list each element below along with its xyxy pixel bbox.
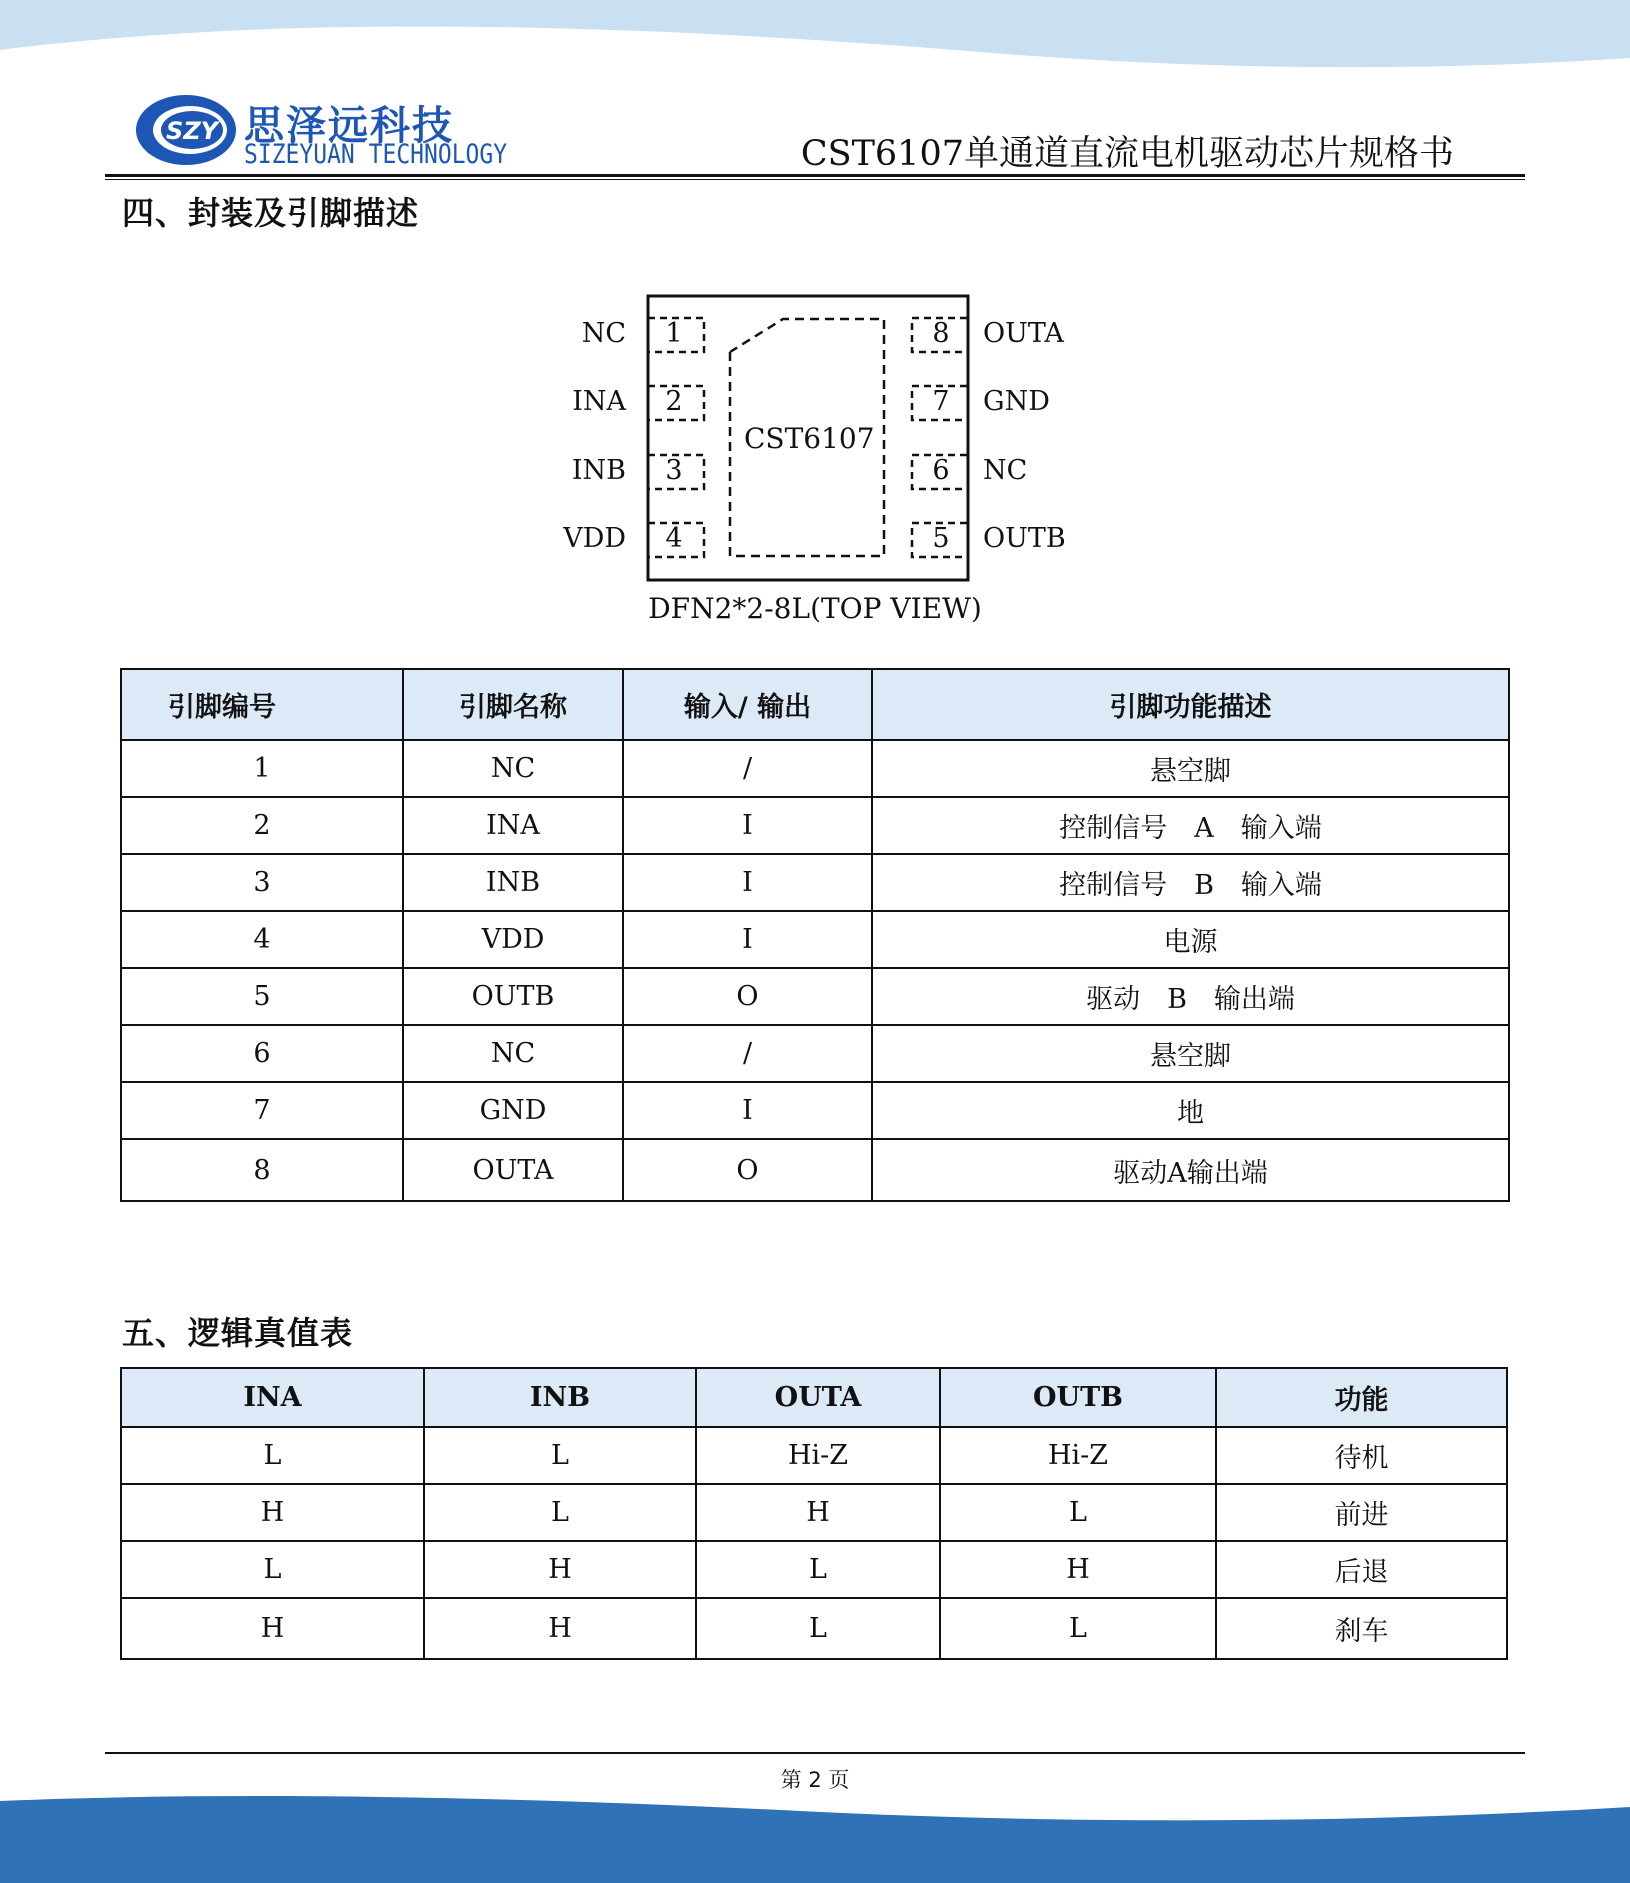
header-pin-name: 引脚名称 bbox=[403, 669, 623, 740]
table-cell: H bbox=[424, 1598, 696, 1659]
pin-label-8: OUTA bbox=[983, 318, 1064, 349]
header-outb: OUTB bbox=[940, 1368, 1216, 1427]
table-cell: L bbox=[696, 1541, 940, 1598]
table-cell: I bbox=[623, 797, 872, 854]
table-cell: 3 bbox=[121, 854, 403, 911]
pad-number-8: 8 bbox=[932, 318, 950, 349]
table-cell: 后退 bbox=[1216, 1541, 1507, 1598]
header-ina: INA bbox=[121, 1368, 424, 1427]
table-cell: 悬空脚 bbox=[872, 740, 1509, 797]
pad-number-1: 1 bbox=[665, 318, 683, 349]
header-pin-number: 引脚编号 bbox=[121, 669, 403, 740]
table-cell: L bbox=[424, 1484, 696, 1541]
section-title-package: 四、封装及引脚描述 bbox=[122, 194, 420, 232]
logo-english-name: SIZEYUAN TECHNOLOGY bbox=[244, 140, 508, 170]
table-cell: NC bbox=[403, 740, 623, 797]
table-cell: 悬空脚 bbox=[872, 1025, 1509, 1082]
table-cell: 7 bbox=[121, 1082, 403, 1139]
table-row bbox=[121, 1598, 1507, 1659]
table-row bbox=[121, 1082, 1509, 1139]
table-cell: 8 bbox=[121, 1139, 403, 1201]
table-cell: 前进 bbox=[1216, 1484, 1507, 1541]
table-row bbox=[121, 797, 1509, 854]
table-cell: O bbox=[623, 968, 872, 1025]
table-cell: 电源 bbox=[872, 911, 1509, 968]
pin-description-table bbox=[120, 668, 1510, 1202]
pad-number-5: 5 bbox=[932, 523, 950, 554]
table-cell: H bbox=[696, 1484, 940, 1541]
table-cell: I bbox=[623, 854, 872, 911]
table-cell: H bbox=[121, 1598, 424, 1659]
table-cell: H bbox=[424, 1541, 696, 1598]
table-header-row bbox=[121, 669, 1509, 740]
table-cell: L bbox=[424, 1427, 696, 1484]
table-cell: L bbox=[696, 1598, 940, 1659]
table-cell: Hi-Z bbox=[696, 1427, 940, 1484]
table-cell: 待机 bbox=[1216, 1427, 1507, 1484]
table-header-row bbox=[121, 1368, 1507, 1427]
table-cell: 2 bbox=[121, 797, 403, 854]
pad-number-6: 6 bbox=[932, 455, 950, 486]
table-cell: 5 bbox=[121, 968, 403, 1025]
header-function: 功能 bbox=[1216, 1368, 1507, 1427]
table-row bbox=[121, 1139, 1509, 1201]
pin-label-5: OUTB bbox=[983, 523, 1066, 554]
table-cell: 6 bbox=[121, 1025, 403, 1082]
table-cell: OUTB bbox=[403, 968, 623, 1025]
table-row bbox=[121, 740, 1509, 797]
table-cell: 1 bbox=[121, 740, 403, 797]
table-cell: I bbox=[623, 911, 872, 968]
pin-label-2: INA bbox=[572, 386, 626, 417]
table-cell: GND bbox=[403, 1082, 623, 1139]
pad-number-2: 2 bbox=[665, 386, 683, 417]
logo-chinese-name: 思泽远科技 bbox=[244, 103, 454, 149]
pad-number-4: 4 bbox=[665, 523, 683, 554]
pin-label-7: GND bbox=[983, 386, 1050, 417]
section-title-truth-table: 五、逻辑真值表 bbox=[122, 1314, 354, 1352]
table-row bbox=[121, 854, 1509, 911]
table-cell: / bbox=[623, 1025, 872, 1082]
table-cell: O bbox=[623, 1139, 872, 1201]
table-row bbox=[121, 911, 1509, 968]
table-cell: Hi-Z bbox=[940, 1427, 1216, 1484]
table-row bbox=[121, 1025, 1509, 1082]
chip-name: CST6107 bbox=[744, 422, 875, 455]
table-row bbox=[121, 1427, 1507, 1484]
package-outline bbox=[0, 0, 1630, 640]
header-inb: INB bbox=[424, 1368, 696, 1427]
table-cell: L bbox=[121, 1541, 424, 1598]
page-number: 第 2 页 bbox=[780, 1768, 850, 1792]
table-cell: 刹车 bbox=[1216, 1598, 1507, 1659]
table-cell: / bbox=[623, 740, 872, 797]
table-cell: INB bbox=[403, 854, 623, 911]
header-pin-function: 引脚功能描述 bbox=[872, 669, 1509, 740]
table-row bbox=[121, 1484, 1507, 1541]
table-cell: I bbox=[623, 1082, 872, 1139]
pad-number-3: 3 bbox=[665, 455, 683, 486]
pin-label-6: NC bbox=[983, 455, 1028, 486]
pin-label-3: INB bbox=[571, 455, 626, 486]
header-io: 输入/ 输出 bbox=[623, 669, 872, 740]
table-cell: OUTA bbox=[403, 1139, 623, 1201]
table-cell: VDD bbox=[403, 911, 623, 968]
table-row bbox=[121, 968, 1509, 1025]
header-outa: OUTA bbox=[696, 1368, 940, 1427]
table-cell: H bbox=[940, 1541, 1216, 1598]
pin-label-4: VDD bbox=[563, 523, 626, 554]
package-caption: DFN2*2-8L(TOP VIEW) bbox=[648, 592, 982, 625]
table-cell: 驱动 B 输出端 bbox=[872, 968, 1509, 1025]
pad-number-7: 7 bbox=[932, 386, 950, 417]
table-cell: H bbox=[121, 1484, 424, 1541]
table-row bbox=[121, 1541, 1507, 1598]
table-cell: 控制信号 B 输入端 bbox=[872, 854, 1509, 911]
table-cell: L bbox=[940, 1598, 1216, 1659]
document-title: CST6107单通道直流电机驱动芯片规格书 bbox=[800, 134, 1454, 174]
footer-rule bbox=[105, 1752, 1525, 1754]
table-cell: NC bbox=[403, 1025, 623, 1082]
truth-table bbox=[120, 1367, 1508, 1660]
footer-wave-decoration bbox=[0, 1783, 1630, 1883]
table-cell: 控制信号 A 输入端 bbox=[872, 797, 1509, 854]
pin-label-1: NC bbox=[581, 318, 626, 349]
table-cell: INA bbox=[403, 797, 623, 854]
table-cell: 驱动A输出端 bbox=[872, 1139, 1509, 1201]
table-cell: 地 bbox=[872, 1082, 1509, 1139]
table-cell: L bbox=[121, 1427, 424, 1484]
table-cell: 4 bbox=[121, 911, 403, 968]
table-cell: L bbox=[940, 1484, 1216, 1541]
logo-mark-text: SZY bbox=[165, 117, 219, 145]
